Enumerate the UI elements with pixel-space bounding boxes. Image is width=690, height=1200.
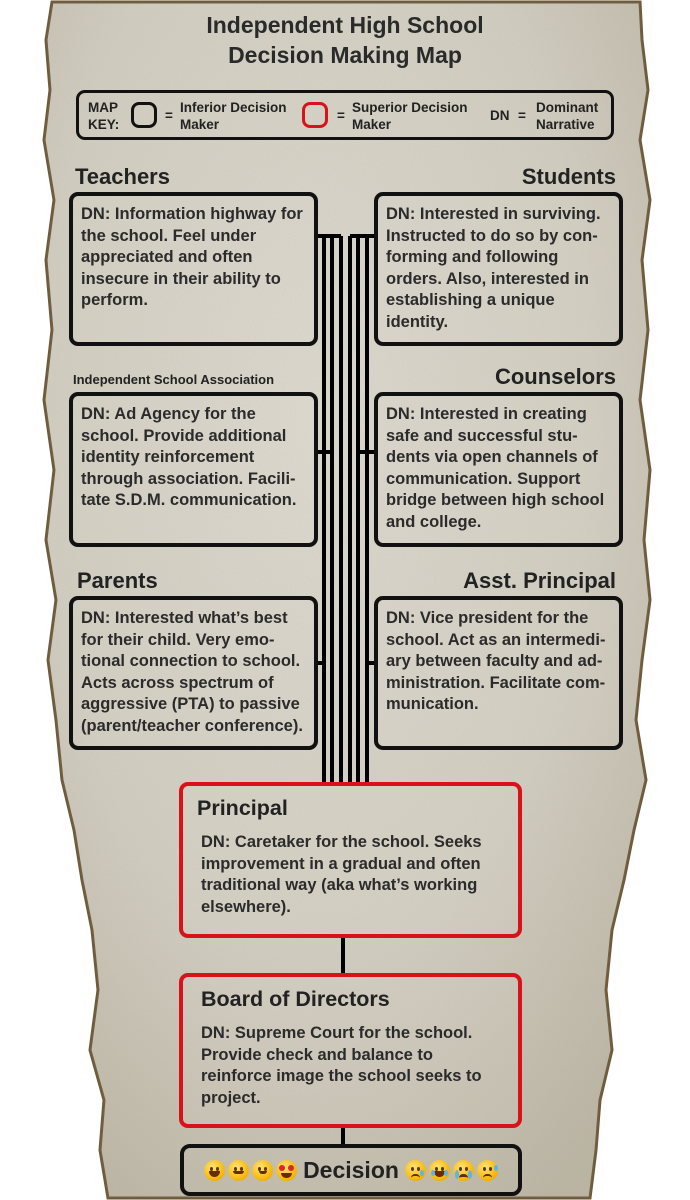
title-line-1: Independent High School — [206, 12, 484, 38]
decision-box — [180, 1144, 522, 1196]
parents-box — [69, 596, 318, 750]
counselors-heading: Counselors — [494, 364, 616, 389]
board-heading: Board of Directors — [201, 987, 390, 1011]
teachers-text: DN: Information highway for the school. Feel under appreciated and often insecure in their ability to perform. — [81, 205, 303, 309]
principal-text: DN: Caretaker for the school. Seeks improvement in a gradual and often traditional way (aka what’s working elsewhere). — [201, 833, 482, 916]
inferior-equals: = — [165, 108, 173, 123]
smiling-face-icon — [228, 1160, 249, 1181]
sad-relieved-face-icon — [477, 1160, 498, 1181]
students-heading: Students — [521, 164, 616, 189]
title-line-2: Decision Making Map — [228, 42, 462, 68]
teachers-box — [69, 192, 318, 346]
counselors-box — [374, 392, 623, 547]
principal-heading: Principal — [197, 796, 288, 820]
dn-abbreviation: DN — [490, 108, 510, 123]
principal-box — [179, 782, 522, 938]
students-box — [374, 192, 623, 346]
loudly-crying-face-icon — [453, 1160, 474, 1181]
asst-principal-heading: Asst. Principal — [463, 568, 616, 593]
counselors-text: DN: Interested in creating safe and successful stu-dents via open channels of communication. Support bridge between high school and college. — [386, 405, 605, 531]
board-box — [179, 973, 522, 1128]
map-key — [76, 90, 614, 140]
tears-of-joy-face-icon — [429, 1160, 450, 1181]
inferior-swatch — [131, 102, 157, 128]
page-title — [0, 10, 690, 70]
superior-label: Superior Decision Maker — [352, 100, 468, 132]
grinning-face-icon — [204, 1160, 225, 1181]
decision-label: Decision — [303, 1156, 399, 1183]
association-heading: Independent School Association — [73, 372, 275, 387]
dn-equals: = — [518, 108, 526, 123]
association-text: DN: Ad Agency for the school. Provide additional identity reinforcement through association. Facili-tate S.D.M. communication. — [81, 405, 297, 509]
map-key-label: MAP KEY: — [88, 100, 120, 132]
teachers-heading: Teachers — [75, 164, 170, 189]
association-box — [69, 392, 318, 547]
inferior-label: Inferior Decision Maker — [180, 100, 287, 132]
superior-swatch — [302, 102, 328, 128]
asst-principal-box — [374, 596, 623, 750]
heart-eyes-face-icon — [276, 1160, 297, 1181]
crying-face-icon — [405, 1160, 426, 1181]
students-text: DN: Interested in surviving. Instructed to do so by con-forming and following orders. Also, interested in establishing a unique identity. — [386, 205, 601, 331]
parents-text: DN: Interested what’s best for their child. Very emo-tional connection to school. Acts across spectrum of aggressive (PTA) to passive (parent/teacher conference). — [81, 609, 303, 735]
parents-heading: Parents — [77, 568, 158, 593]
dn-label: Dominant Narrative — [536, 100, 599, 132]
winking-face-icon — [252, 1160, 273, 1181]
asst-principal-text: DN: Vice president for the school. Act as an intermedi-ary between faculty and ad-ministration. Facilitate com-munication. — [386, 609, 606, 713]
board-text: DN: Supreme Court for the school. Provide check and balance to reinforce image the school seeks to project. — [201, 1024, 482, 1107]
superior-equals: = — [337, 108, 345, 123]
